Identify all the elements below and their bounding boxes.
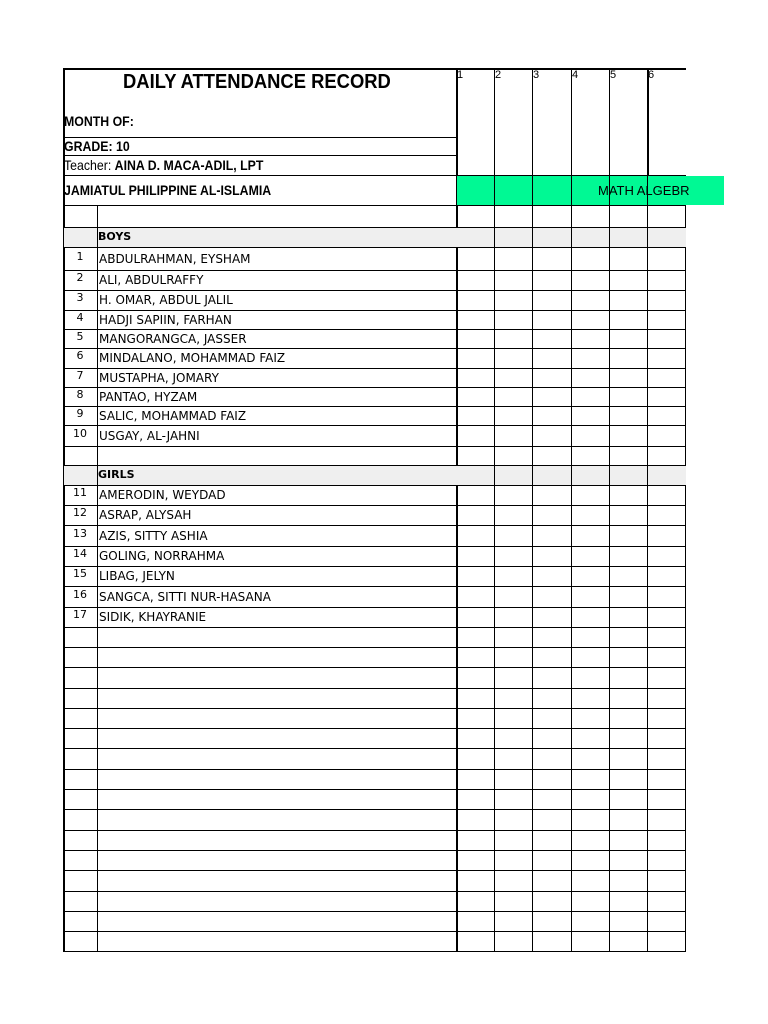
student-name: PANTAO, HYZAM xyxy=(99,390,198,404)
student-number: 15 xyxy=(73,567,87,580)
day-column-line xyxy=(647,68,648,952)
student-name: ASRAP, ALYSAH xyxy=(99,508,192,522)
girls-section-label: GIRLS xyxy=(98,468,135,481)
row-line xyxy=(63,769,686,770)
student-name: MUSTAPHA, JOMARY xyxy=(99,371,219,385)
student-number: 2 xyxy=(76,271,84,284)
student-number: 17 xyxy=(73,608,87,621)
day-column-line xyxy=(532,68,533,952)
student-name: SALIC, MOHAMMAD FAIZ xyxy=(99,409,247,423)
school-name: JAMIATUL PHILIPPINE AL-ISLAMIA xyxy=(64,182,272,198)
student-number: 4 xyxy=(76,311,84,324)
right-border xyxy=(685,176,686,952)
row-line xyxy=(63,348,686,349)
grade-label: GRADE: 10 xyxy=(64,138,130,154)
day-number-1: 1 xyxy=(457,69,464,81)
top-border xyxy=(63,68,686,70)
student-name: MINDALANO, MOHAMMAD FAIZ xyxy=(99,351,286,365)
row-line xyxy=(63,586,686,587)
boys-section-label: BOYS xyxy=(98,230,132,243)
day-number-6: 6 xyxy=(648,69,655,81)
row-line xyxy=(63,368,686,369)
row-line xyxy=(63,205,686,206)
row-line xyxy=(63,667,686,668)
student-name: USGAY, AL-JAHNI xyxy=(99,429,200,443)
row-line xyxy=(63,728,686,729)
boys-section-band xyxy=(64,228,686,247)
row-line xyxy=(63,227,686,228)
row-line xyxy=(63,270,686,271)
student-name: SIDIK, KHAYRANIE xyxy=(99,610,207,624)
subject-band xyxy=(457,176,724,205)
row-line xyxy=(63,647,686,648)
day-number-3: 3 xyxy=(533,69,540,81)
row-line xyxy=(63,931,686,932)
row-line xyxy=(63,911,686,912)
row-line xyxy=(63,688,686,689)
row-line xyxy=(63,485,686,486)
student-name: MANGORANGCA, JASSER xyxy=(99,332,247,346)
row-line xyxy=(63,708,686,709)
student-name: H. OMAR, ABDUL JALIL xyxy=(99,293,233,307)
day-number-4: 4 xyxy=(572,69,579,81)
row-line xyxy=(63,627,686,628)
row-line xyxy=(63,870,686,871)
day-number-2: 2 xyxy=(495,69,502,81)
day-column-line xyxy=(494,68,495,952)
teacher-row xyxy=(64,158,263,172)
row-line xyxy=(63,310,686,311)
teacher-line-top xyxy=(63,155,457,156)
row-line xyxy=(63,505,686,506)
row-line xyxy=(63,247,686,248)
row-line xyxy=(63,465,686,466)
student-number: 3 xyxy=(76,291,84,304)
student-name: SANGCA, SITTI NUR-HASANA xyxy=(99,590,271,604)
student-name: ABDULRAHMAN, EYSHAM xyxy=(99,252,251,266)
row-line xyxy=(63,425,686,426)
student-name: LIBAG, JELYN xyxy=(99,569,175,583)
day-number-5: 5 xyxy=(610,69,617,81)
student-number: 5 xyxy=(76,330,84,343)
student-number: 8 xyxy=(76,388,84,401)
student-name: GOLING, NORRAHMA xyxy=(99,549,225,563)
row-line xyxy=(63,446,686,447)
student-number: 16 xyxy=(73,588,87,601)
row-line xyxy=(63,850,686,851)
day-column-line xyxy=(571,68,572,952)
student-number: 14 xyxy=(73,547,87,560)
student-number: 11 xyxy=(73,486,87,499)
page-title: DAILY ATTENDANCE RECORD xyxy=(123,71,391,93)
day-column-line xyxy=(609,68,610,952)
month-label: MONTH OF: xyxy=(64,113,134,129)
student-number: 1 xyxy=(76,250,84,263)
student-number: 12 xyxy=(73,506,87,519)
row-line xyxy=(63,525,686,526)
row-line xyxy=(63,951,686,952)
number-column-divider xyxy=(97,205,98,952)
student-number: 6 xyxy=(76,349,84,362)
subject-label: MATH ALGEBR xyxy=(598,183,690,198)
student-name: ALI, ABDULRAFFY xyxy=(99,273,204,287)
row-line xyxy=(63,748,686,749)
student-number: 10 xyxy=(73,427,87,440)
student-name: HADJI SAPIIN, FARHAN xyxy=(99,313,232,327)
row-line xyxy=(63,809,686,810)
teacher-label: Teacher: xyxy=(64,157,112,173)
teacher-name: AINA D. MACA-ADIL, LPT xyxy=(114,157,264,173)
student-name: AMERODIN, WEYDAD xyxy=(99,488,226,502)
row-line xyxy=(63,387,686,388)
student-number: 9 xyxy=(76,407,84,420)
row-line xyxy=(63,566,686,567)
row-line xyxy=(63,789,686,790)
row-line xyxy=(63,406,686,407)
student-number: 7 xyxy=(76,369,84,382)
row-line xyxy=(63,830,686,831)
row-line xyxy=(63,290,686,291)
student-name: AZIS, SITTY ASHIA xyxy=(99,529,208,543)
row-line xyxy=(63,607,686,608)
student-number: 13 xyxy=(73,527,87,540)
row-line xyxy=(63,329,686,330)
row-line xyxy=(63,546,686,547)
row-line xyxy=(63,891,686,892)
girls-section-band xyxy=(64,466,686,485)
